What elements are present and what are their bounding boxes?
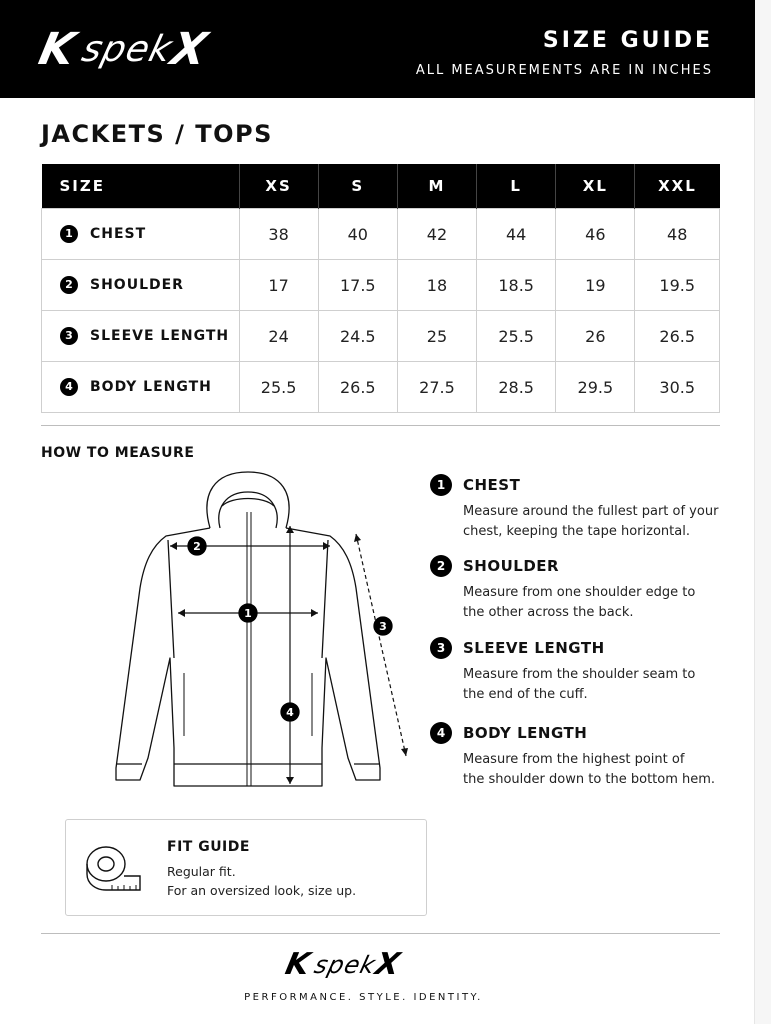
brand-logo [34,24,280,75]
hoodie-diagram [100,468,420,798]
instruction-shoulder [430,555,730,623]
table-cell: 26.5 [635,311,720,362]
desc-line: chest, keeping the tape horizontal. [463,524,690,539]
number-badge: 4 [430,722,452,744]
row-label [42,311,240,362]
instruction-title: SLEEVE LENGTH [463,639,605,657]
row-label-text: BODY LENGTH [90,379,212,395]
column-header: XL [556,164,635,209]
number-badge: 2 [60,276,78,294]
instruction-title: BODY LENGTH [463,724,588,742]
number-badge: 3 [430,637,452,659]
desc-line: Measure from one shoulder edge to [463,585,696,600]
desc-line: the shoulder down to the bottom hem. [463,772,716,787]
table-cell: 25 [397,311,476,362]
jacket-outline [116,528,380,786]
table-cell: 28.5 [477,362,556,413]
page-edge [754,0,771,1024]
marker-1 [239,604,257,622]
column-header: SIZE [42,164,240,209]
table-cell: 18.5 [477,260,556,311]
desc-line: the other across the back. [463,605,634,620]
instruction-desc [463,750,730,790]
table-header-row [42,164,720,209]
size-table [41,164,720,413]
sleeve-seams [168,540,328,658]
tape-measure-icon [84,840,144,892]
row-label-text: SHOULDER [90,277,184,293]
table-cell: 29.5 [556,362,635,413]
instruction-sleeve-length [430,637,730,705]
table-row [42,311,720,362]
row-label [42,209,240,260]
instruction-desc [463,583,730,623]
footer-logo [282,947,446,987]
fit-guide-title: FIT GUIDE [167,839,250,855]
fit-guide-line: Regular fit. [167,864,236,879]
zipper [247,512,251,786]
instruction-title: CHEST [463,476,521,494]
marker-2-label: 2 [193,540,201,553]
instruction-desc [463,665,730,705]
table-cell: 44 [477,209,556,260]
table-row [42,362,720,413]
table-cell: 24.5 [318,311,397,362]
section-title: JACKETS / TOPS [41,120,273,148]
how-to-measure-title: HOW TO MEASURE [41,445,195,461]
marker-4-label: 4 [286,706,294,719]
table-cell: 26.5 [318,362,397,413]
marker-4 [281,703,299,721]
marker-1-label: 1 [244,607,252,620]
table-cell: 38 [239,209,318,260]
column-header: XS [239,164,318,209]
table-row [42,260,720,311]
instruction-desc [463,502,730,542]
column-header: M [397,164,476,209]
hood-rim [222,499,274,507]
logo-k: K [34,24,81,75]
footer-divider [41,933,720,934]
table-cell: 46 [556,209,635,260]
desc-line: Measure around the fullest part of your [463,504,719,519]
row-label-text: CHEST [90,226,147,242]
table-cell: 30.5 [635,362,720,413]
number-badge: 1 [60,225,78,243]
logo-word: spek [77,29,177,70]
desc-line: the end of the cuff. [463,687,588,702]
table-cell: 26 [556,311,635,362]
row-label [42,260,240,311]
table-cell: 18 [397,260,476,311]
number-badge: 2 [430,555,452,577]
table-cell: 42 [397,209,476,260]
table-cell: 24 [239,311,318,362]
table-cell: 19.5 [635,260,720,311]
table-cell: 25.5 [477,311,556,362]
instruction-body-length [430,722,730,790]
desc-line: Measure from the shoulder seam to [463,667,696,682]
arrowheads [170,526,408,784]
row-label-text: SLEEVE LENGTH [90,328,230,344]
marker-3 [374,617,392,635]
marker-3-label: 3 [379,620,387,633]
number-badge: 3 [60,327,78,345]
fit-guide-line: For an oversized look, size up. [167,883,357,898]
table-cell: 48 [635,209,720,260]
table-row [42,209,720,260]
section-divider [41,425,720,426]
table-cell: 19 [556,260,635,311]
marker-2 [188,537,206,555]
desc-line: Measure from the highest point of [463,752,685,767]
row-label [42,362,240,413]
logo-x: X [371,947,403,982]
table-cell: 17 [239,260,318,311]
footer-tagline: PERFORMANCE. STYLE. IDENTITY. [244,992,483,1003]
fit-guide-box [65,819,427,916]
column-header: XXL [635,164,720,209]
column-header: L [477,164,556,209]
table-cell: 17.5 [318,260,397,311]
table-cell: 25.5 [239,362,318,413]
number-badge: 4 [60,378,78,396]
instruction-title: SHOULDER [463,557,560,575]
measure-lines [170,526,406,784]
header-bar [0,0,755,98]
logo-word: spek [311,950,380,979]
table-cell: 27.5 [397,362,476,413]
column-header: S [318,164,397,209]
hood-inner [219,492,277,528]
page-subtitle: ALL MEASUREMENTS ARE IN INCHES [415,63,713,78]
logo-k: K [282,947,313,982]
instruction-chest [430,474,730,542]
number-badge: 1 [430,474,452,496]
logo-x: X [166,24,212,75]
page-title: SIZE GUIDE [542,28,713,53]
table-cell: 40 [318,209,397,260]
